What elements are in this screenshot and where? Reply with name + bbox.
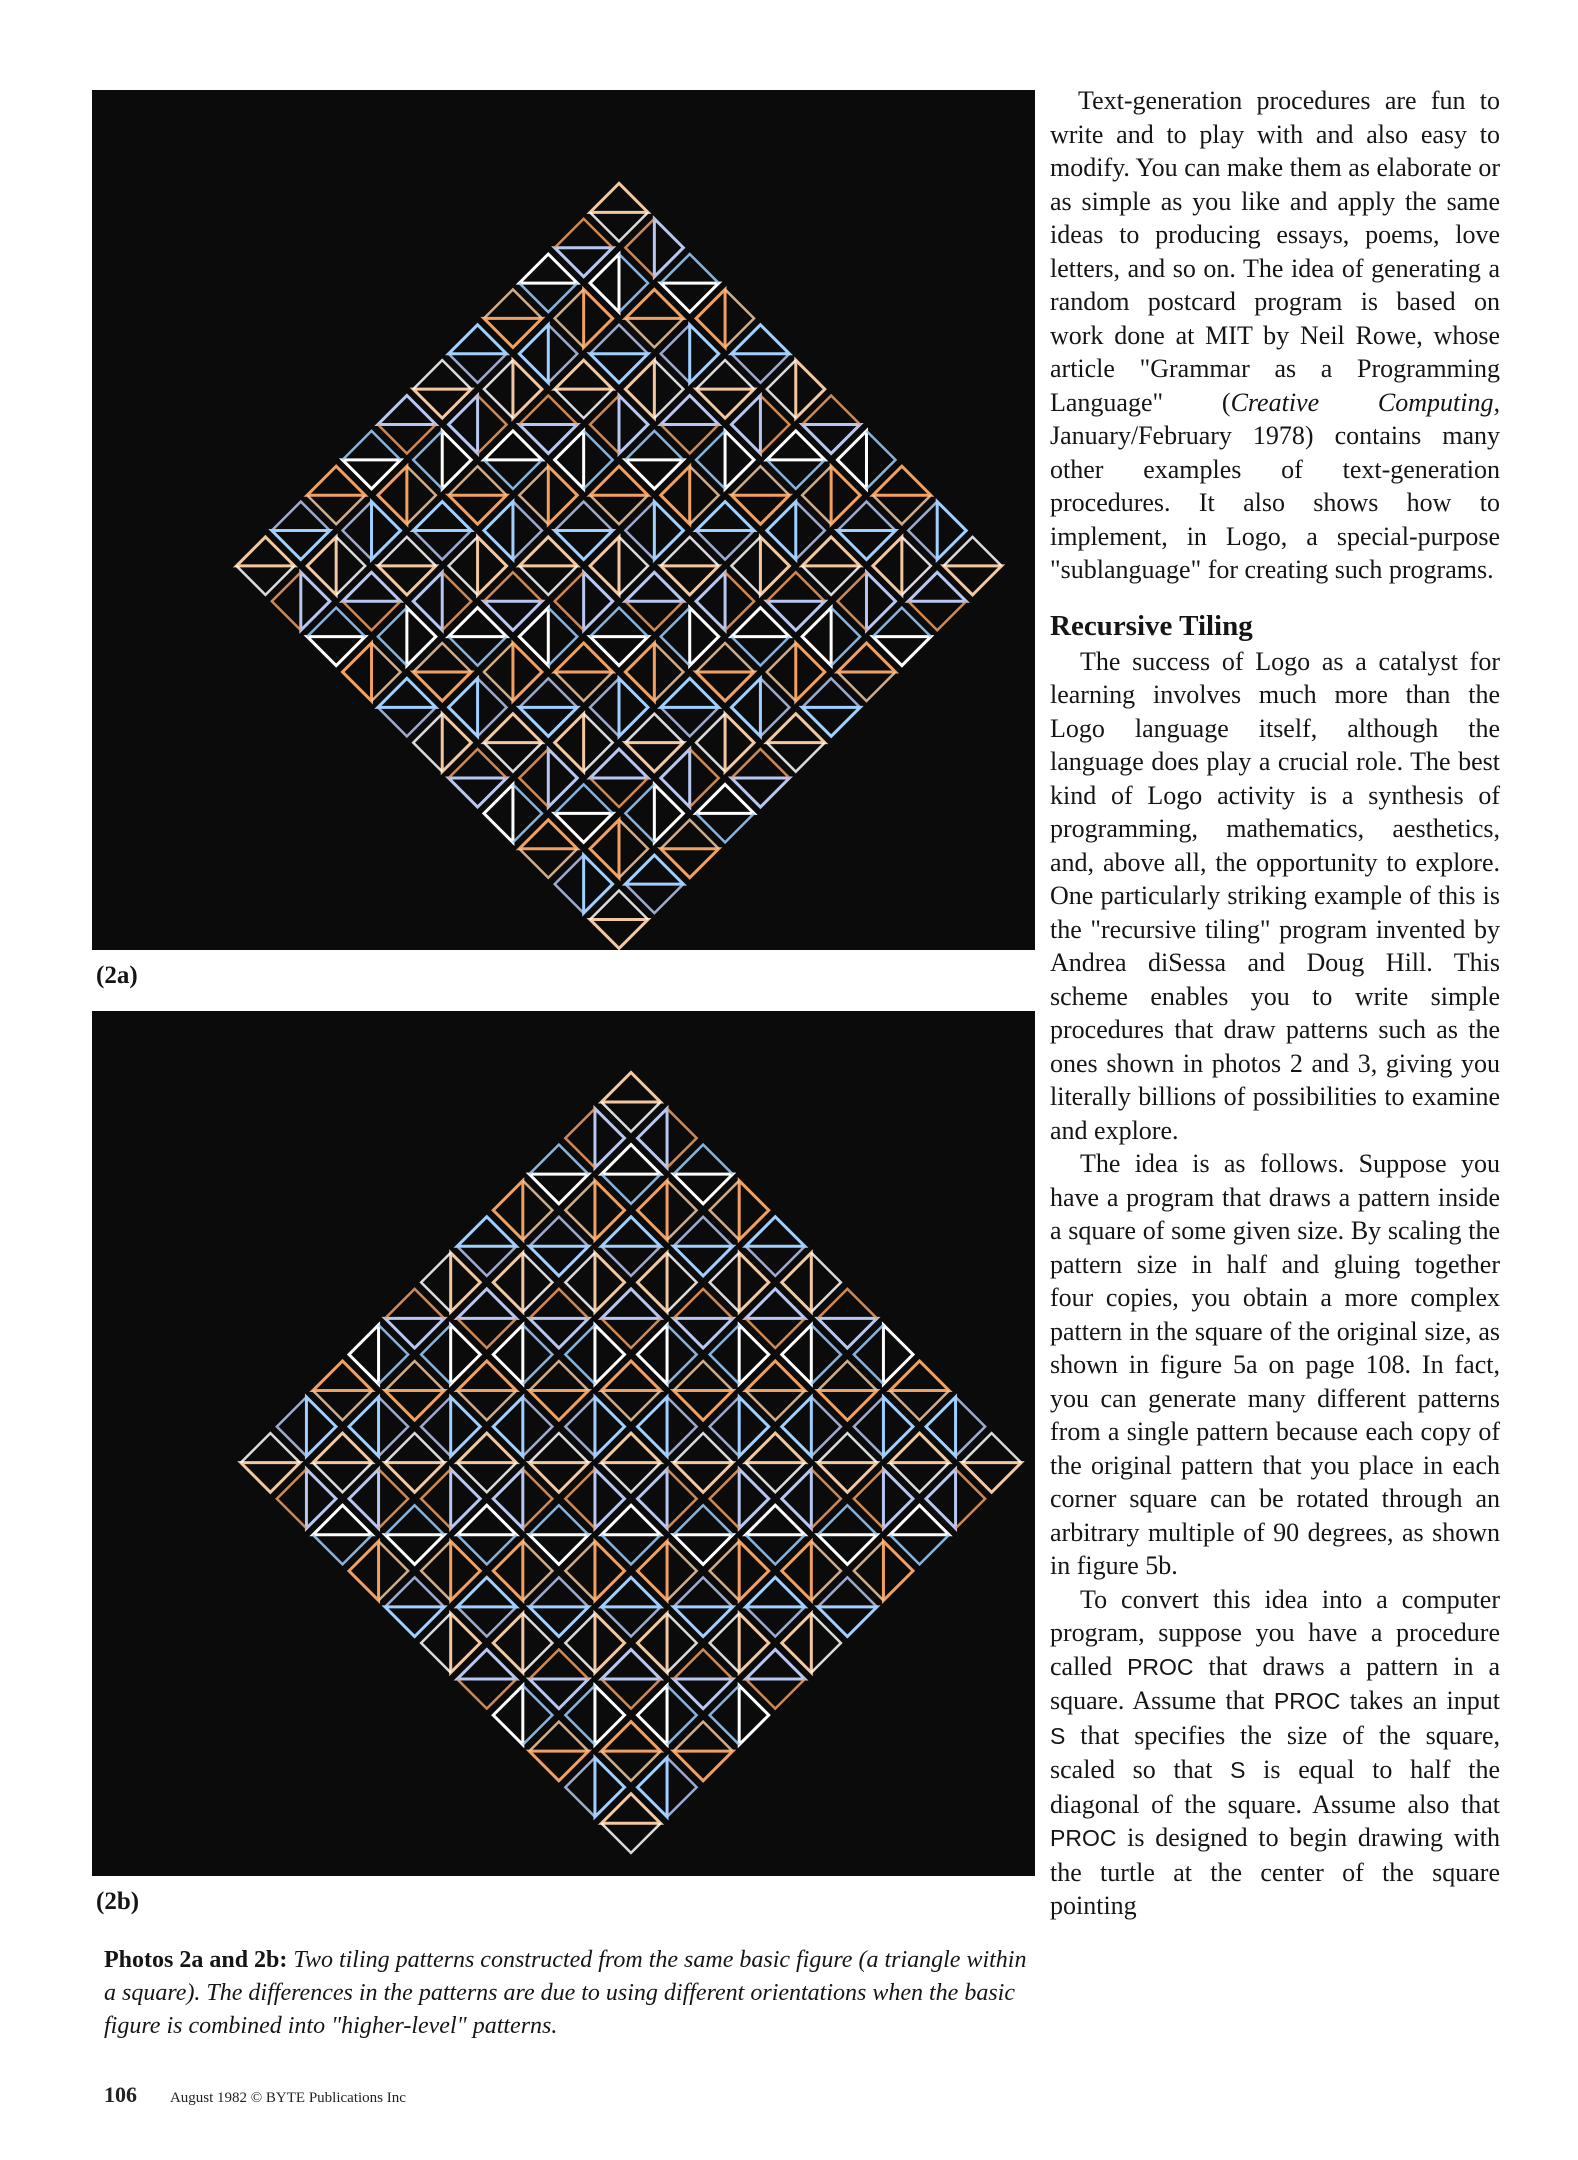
page-footer [104, 2082, 406, 2108]
page-number: 106 [104, 2082, 137, 2107]
caption-text: Two tiling patterns constructed from the same basic figure (a triangle within a square). The differences in the patterns are due to using different orientations when the basic figure is combined into "higher-level" patterns. [104, 1947, 1027, 2039]
footer-credit: August 1982 © BYTE Publications Inc [169, 2090, 406, 2106]
photo-caption [104, 1944, 1034, 2043]
paragraph-text-generation: Text-generation procedures are fun to write and to play with and also easy to modify. You can make them as elaborate or as simple as you like and apply the same ideas to producing essays, poems, love letters, and so on. The idea of generating a random postcard program is based on work done at MIT by Neil Rowe, whose article "Grammar as a Programming Language" (Creative Computing, January/February 1978) contains many other examples of text-generation procedures. It also shows how to implement, in Logo, a special-purpose "sublanguage" for creating such programs. [1050, 86, 1500, 584]
section-heading-recursive-tiling: Recursive Tiling [1050, 609, 1253, 642]
paragraph-idea: The idea is as follows. Suppose you have a program that draws a pattern inside a square of some given size. By scaling the pattern size in half and gluing together four copies, you obtain a more complex pattern in the square of the original size, as shown in figure 5a on page 108. In fact, you can generate many different patterns from a single pattern because each copy of the original pattern that you place in each corner square can be rotated through an arbitrary multiple of 90 degrees, as shown in figure 5b. [1050, 1149, 1500, 1580]
photo-2b-label: (2b) [96, 1888, 140, 1915]
tiling-pattern-2a [92, 90, 1035, 950]
paragraph-convert: To convert this idea into a computer program, suppose you have a procedure called PROC that draws a pattern in a square. Assume that PROC takes an input S that specifies the size of the square, scaled so that S is equal to half the diagonal of the square. Assume also that PROC is designed to begin drawing with the turtle at the center of the square pointing [1050, 1584, 1500, 1920]
article-column [1050, 84, 1500, 1923]
tiling-diamond [241, 1072, 1021, 1852]
tiling-pattern-2b [92, 1011, 1035, 1876]
paragraph-logo-success: The success of Logo as a catalyst for learning involves much more than the Logo language itself, although the language does play a crucial role. The best kind of Logo activity is a synthesis of programming, mathematics, aesthetics, and, above all, the opportunity to explore. One particularly striking example of this is the "recursive tiling" program invented by Andrea diSessa and Doug Hill. This scheme enables you to write simple procedures that draw patterns such as the ones shown in photos 2 and 3, giving you literally billions of possibilities to examine and explore. [1050, 646, 1500, 1145]
caption-lead: Photos 2a and 2b: [104, 1947, 288, 1973]
photo-2a-label: (2a) [96, 962, 138, 989]
photo-2b [92, 1011, 1035, 1876]
tiling-diamond [236, 183, 1001, 948]
photo-2a [92, 90, 1035, 950]
